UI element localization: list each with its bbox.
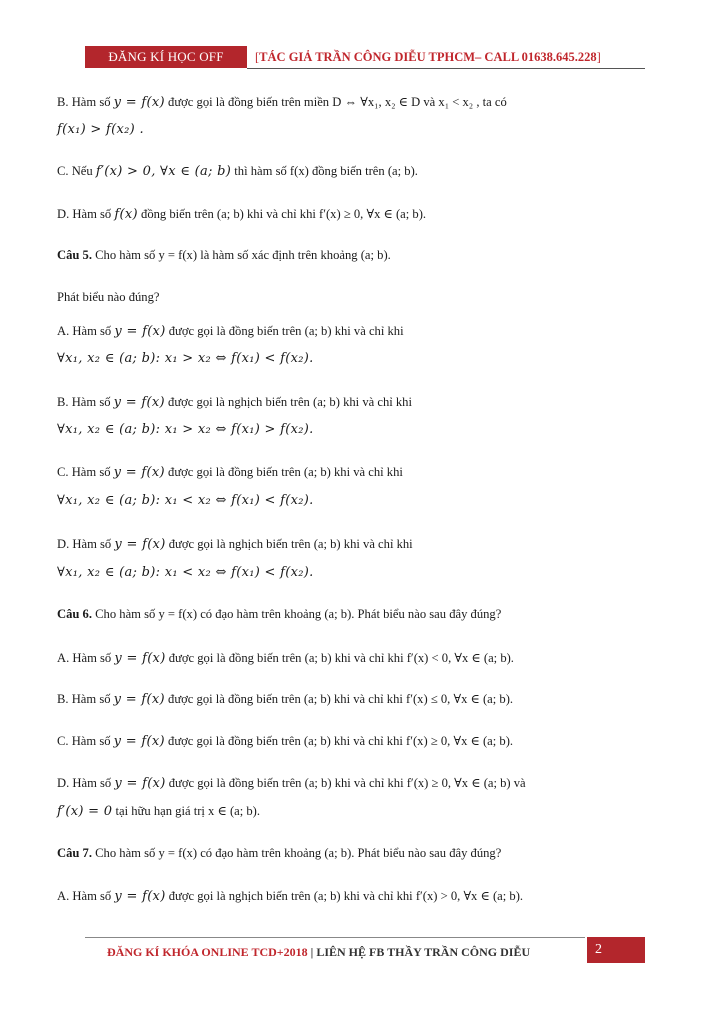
register-offline-banner: ĐĂNG KÍ HỌC OFF: [85, 46, 247, 68]
text-line: ∀x₁, x₂ ∈ (a; b): x₁ > x₂ ⇔ f(x₁) > f(x₂).: [57, 422, 314, 437]
question-6: Câu 6. Cho hàm số y = f(x) có đạo hàm trên khoảng (a; b). Phát biểu nào sau đây đúng?: [57, 607, 502, 621]
answer-a: A. Hàm số y = f(x) được gọi là đồng biến trên (a; b) khi và chỉ khi f′(x) < 0, ∀x ∈ (a; b).: [57, 651, 514, 666]
facebook-contact: LIÊN HỆ FB THẦY TRẦN CÔNG DIỄU: [316, 945, 531, 959]
footer-text: ĐĂNG KÍ KHÓA ONLINE TCD+2018 | LIÊN HỆ FB THẦY TRẦN CÔNG DIỄU: [107, 945, 531, 959]
text-line: f′(x) = 0 tại hữu hạn giá trị x ∈ (a; b).: [57, 804, 261, 819]
text-line: Phát biểu nào đúng?: [57, 290, 160, 304]
answer-b: B. Hàm số y = f(x) được gọi là nghịch biến trên (a; b) khi và chỉ khi: [57, 395, 412, 410]
text-line: ∀x₁, x₂ ∈ (a; b): x₁ < x₂ ⇔ f(x₁) < f(x₂).: [57, 565, 314, 580]
page-number: 2: [587, 937, 645, 963]
question-7: Câu 7. Cho hàm số y = f(x) có đạo hàm trên khoảng (a; b). Phát biểu nào sau đây đúng?: [57, 846, 502, 860]
answer-c: C. Hàm số y = f(x) được gọi là đồng biến trên (a; b) khi và chỉ khi f′(x) ≥ 0, ∀x ∈ (a; b).: [57, 734, 514, 749]
answer-d: D. Hàm số y = f(x) được gọi là nghịch biến trên (a; b) khi và chỉ khi: [57, 537, 413, 552]
text-line: f(x₁) > f(x₂) .: [57, 122, 144, 137]
answer-d: D. Hàm số y = f(x) được gọi là đồng biến trên (a; b) khi và chỉ khi f′(x) ≥ 0, ∀x ∈ (a; b) và: [57, 776, 526, 791]
header-divider: [247, 68, 645, 69]
footer-divider: [85, 937, 585, 938]
text-line: D. Hàm số f(x) đồng biến trên (a; b) khi và chỉ khi f′(x) ≥ 0, ∀x ∈ (a; b).: [57, 207, 427, 222]
question-5: Câu 5. Cho hàm số y = f(x) là hàm số xác định trên khoảng (a; b).: [57, 248, 391, 262]
page-footer: [85, 935, 645, 965]
text-line: B. Hàm số y = f(x) được gọi là đồng biến trên miền D ⇔ ∀x₁, x₂ ∈ D và x₁ < x₂ , ta có: [57, 95, 507, 110]
answer-b: B. Hàm số y = f(x) được gọi là đồng biến trên (a; b) khi và chỉ khi f′(x) ≤ 0, ∀x ∈ (a; b).: [57, 692, 514, 707]
text-line: ∀x₁, x₂ ∈ (a; b): x₁ > x₂ ⇔ f(x₁) < f(x₂).: [57, 351, 314, 366]
page-header: [85, 44, 645, 70]
author-info-text: TÁC GIẢ TRẦN CÔNG DIỄU TPHCM– CALL 01638.645.228: [259, 50, 597, 64]
answer-a: A. Hàm số y = f(x) được gọi là nghịch biến trên (a; b) khi và chỉ khi f′(x) > 0, ∀x ∈ (a; b).: [57, 889, 524, 904]
course-registration: ĐĂNG KÍ KHÓA ONLINE TCD+2018: [107, 945, 308, 959]
text-line: ∀x₁, x₂ ∈ (a; b): x₁ < x₂ ⇔ f(x₁) < f(x₂).: [57, 493, 314, 508]
answer-a: A. Hàm số y = f(x) được gọi là đồng biến trên (a; b) khi và chỉ khi: [57, 324, 404, 339]
author-info: [TÁC GIẢ TRẦN CÔNG DIỄU TPHCM– CALL 01638.645.228]: [255, 50, 601, 64]
text-line: C. Nếu f′(x) > 0, ∀x ∈ (a; b) thì hàm số f(x) đồng biến trên (a; b).: [57, 164, 418, 179]
answer-c: C. Hàm số y = f(x) được gọi là đồng biến trên (a; b) khi và chỉ khi: [57, 465, 403, 480]
